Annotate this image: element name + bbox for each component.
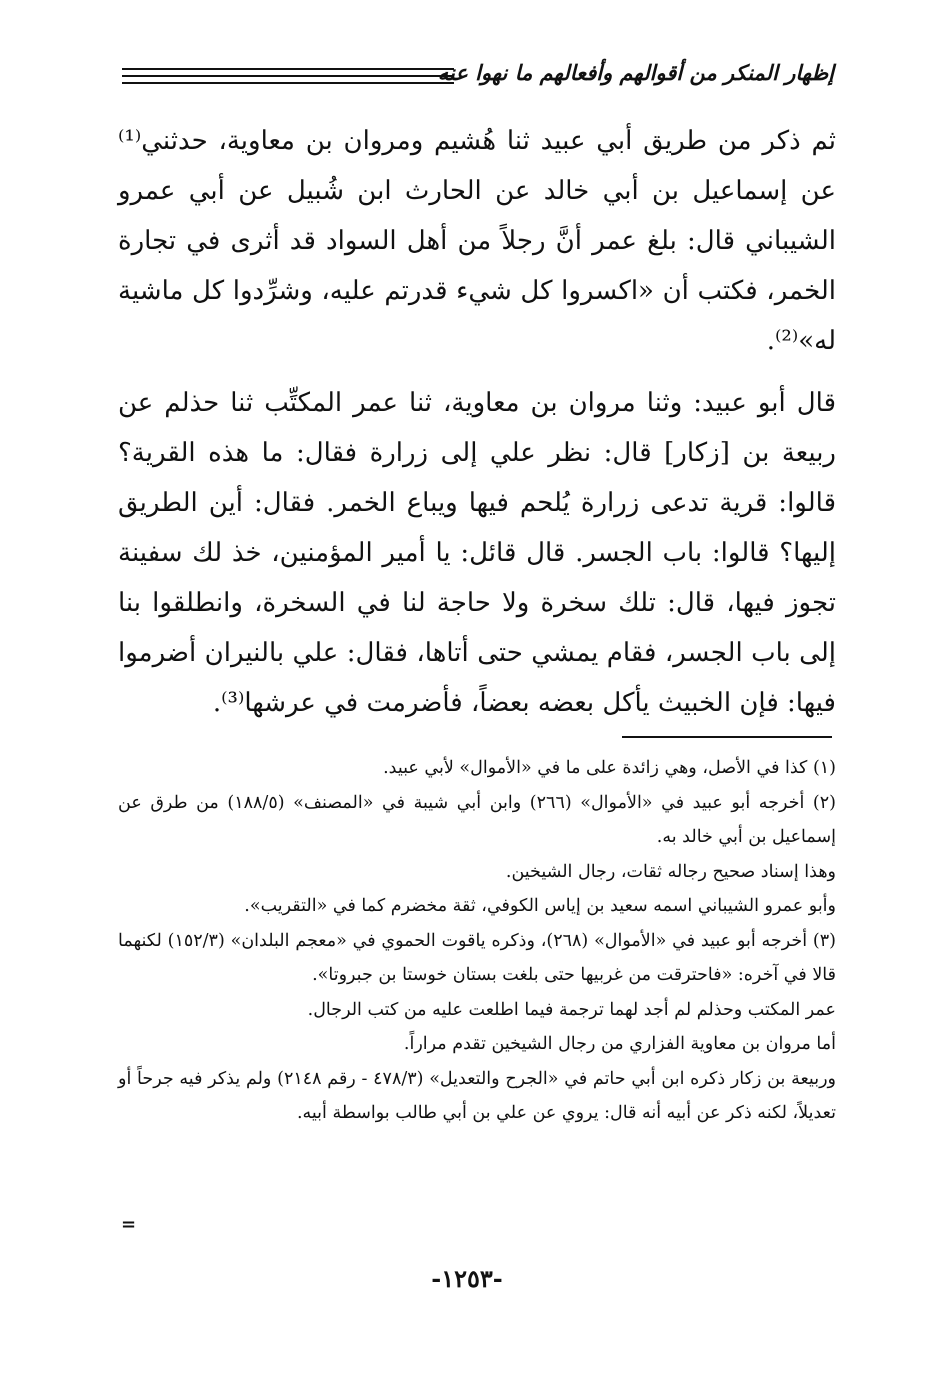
footnote-2-note: وهذا إسناد صحيح رجاله ثقات، رجال الشيخين. [505,861,836,882]
header-rule [122,82,454,84]
footnote-3-note: أما مروان بن معاوية الفزاري من رجال الشيخين تقدم مراراً. [403,1034,836,1054]
footnote-2-note: وأبو عمرو الشيباني اسمه سعيد بن إياس الكوفي، ثقة مخضرم كما في «التقريب». [244,896,836,916]
footnote-separator [622,736,832,738]
footnote-3-note: عمر المكتب وحذلم لم أجد لهما ترجمة فيما اطلعت عليه من كتب الرجال. [307,999,836,1020]
paragraph-1: ثم ذكر من طريق أبي عبيد ثنا هُشيم ومروان بن معاوية، حدثني⁽¹⁾ عن إسماعيل بن أبي خالد عن الحارث ابن شُبيل عن أبي عمرو الشيباني قال: بلغ عمر أنَّ رجلاً من أهل السواد قد أثرى في تجارة الخمر، فكتب أن «اكسروا كل شيء قدرتم عليه، وشرِّدوا كل ماشية له»⁽²⁾. [118,126,836,356]
footnote-3: (٣) أخرجه أبو عبيد في «الأموال» (٢٦٨)، وذكره ياقوت الحموي في «معجم البلدان» (١٥٢/٣) لكنهما قالا في آخره: «فاحترقت من غربيها حتى بلغت بستان خوستا بن جبروتا». [118,930,836,985]
footnote-2: (٢) أخرجه أبو عبيد في «الأموال» (٢٦٦) وابن أبي شيبة في «المصنف» (١٨٨/٥) من طرق عن إسماعيل بن أبي خالد به. [118,792,836,847]
running-header [122,58,834,92]
footnotes [118,751,836,1131]
header-rule [122,75,454,77]
header-rule [122,68,454,70]
footnote-3-note: وربيعة بن زكار ذكره ابن أبي حاتم في «الجرح والتعديل» (٤٧٨/٣ - رقم ٢١٤٨) ولم يذكر فيه جرحاً أو تعديلاً، لكنه ذكر عن أبيه أنه قال: يروي عن علي بن أبي طالب بواسطة أبيه. [118,1068,836,1123]
paragraph-2: قال أبو عبيد: وثنا مروان بن معاوية، ثنا عمر المكتِّب ثنا حذلم عن ربيعة بن [زكار] قال: نظر علي إلى زرارة فقال: ما هذه القرية؟ قالوا: قرية تدعى زرارة يُلحم فيها ويباع الخمر. فقال: أين الطريق إليها؟ قالوا: باب الجسر. قال قائل: يا أمير المؤمنين، خذ لك سفينة تجوز فيها، قال: تلك سخرة ولا حاجة لنا في السخرة، وانطلقوا بنا إلى باب الجسر، فقام يمشي حتى أتاها، فقال: علي بالنيران أضرموا فيها: فإن الخبيث يأكل بعضه بعضاً، فأضرمت في عرشها⁽³⁾. [118,388,836,718]
header-title: إظهار المنكر من أقوالهم وأفعالهم ما نهوا عنه [437,60,834,85]
main-text [118,116,836,728]
footnote-1: (١) كذا في الأصل، وهي زائدة على ما في «الأموال» لأبي عبيد. [383,758,836,778]
page-number: -١٢٥٣- [431,1264,503,1293]
continuation-mark: = [121,1214,137,1235]
